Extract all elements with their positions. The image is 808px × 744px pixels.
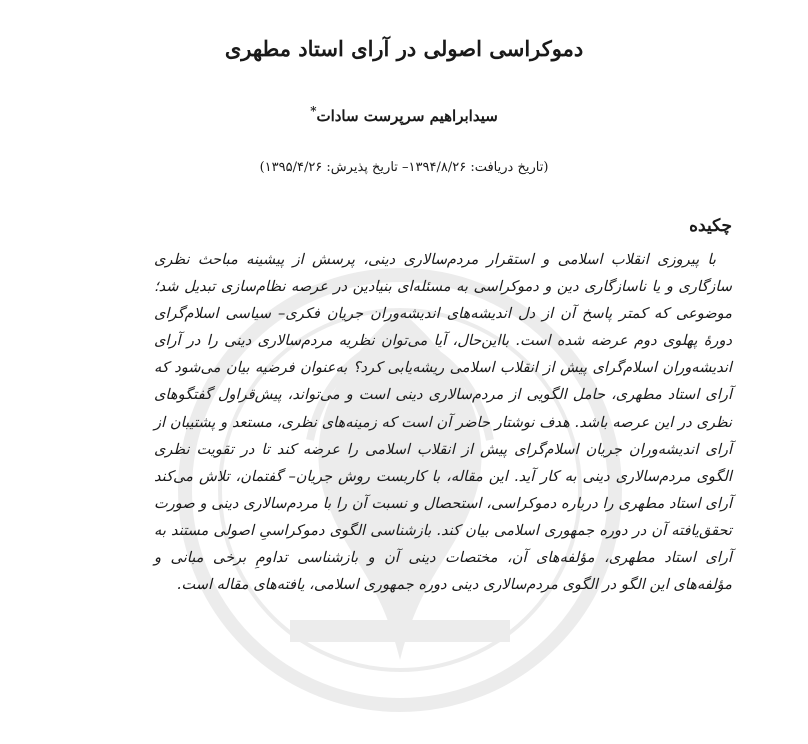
article-title: دموکراسی اصولی در آرای استاد مطهری [224,36,584,61]
author-footnote-marker: * [310,104,317,118]
author-line [0,104,808,125]
received-accepted-dates: (تاریخ دریافت: ۱۳۹۴/۸/۲۶– تاریخ پذیرش: ۱۳۹۵/۴/۲۶) [259,160,549,175]
abstract-heading: چکیده [689,216,732,236]
author-name: سیدابراهیم سرپرست سادات [316,107,498,125]
abstract-body: با پیروزی انقلاب اسلامی و استقرار مردم‌سالاری دینی، پرسش از پیشینه مباحث نظری سازگاری و یا ناسازگاری دین و دموکراسی به مسئله‌ای بنیادین در عرصه نظام‌سازی تبدیل شد؛ موضوعی که کمتر پاسخ آن از دل اندیشه‌های اندیشه‌وران جریان فکری– سیاسی اسلام‌گرای دورهٔ پهلوی دوم عرضه شده است. بااین‌حال، آیا می‌توان نظریه مردم‌سالاری دینی را در آرای اندیشه‌وران اسلام‌گرای پیش از انقلاب اسلامی ریشه‌یابی کرد؟ به‌عنوان فرضیه بیان می‌شود که آرای استاد مطهری، حامل الگویی از مردم‌سالاری دینی است و می‌تواند، پیش‌قراول گفتگوهای نظری در این عرصه باشد. هدف نوشتار حاضر آن است که زمینه‌های نظری، مستعد و پشتیبان از آرای اندیشه‌وران جریان اسلام‌گرای پیش از انقلاب اسلامی را عرضه کند تا در تقویت نظری الگوی مردم‌سالاری دینی به کار آید. این مقاله، با کاربست روش جریان– گفتمان، تلاش می‌کند آرای استاد مطهری را درباره دموکراسی، استحصال و نسبت آن را با مردم‌سالاری دینی و صورت تحقق‌یافته آن در دوره جمهوری اسلامی بیان کند. بازشناسی الگوی دموکراسیِ اصولی مستند به آرای استاد مطهری، مؤلفه‌های آن، مختصات دینی آن و بازشناسی تداومِ برخی مبانی و مؤلفه‌های این الگو در الگوی مردم‌سالاری دینی دوره جمهوری اسلامی، یافته‌های مقاله است. [154,251,732,594]
